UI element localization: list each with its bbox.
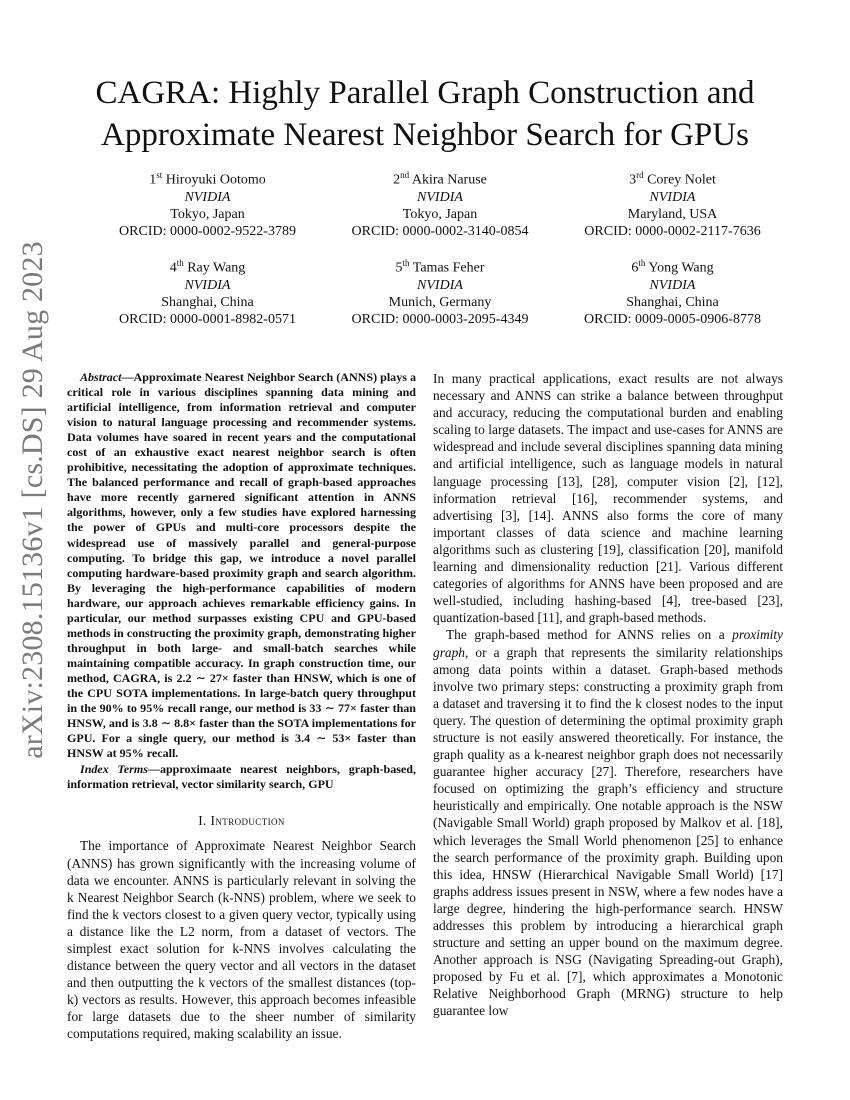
intro-paragraph-3	[433, 626, 783, 1019]
author-3	[560, 167, 785, 255]
author-name: Yong Wang	[648, 260, 714, 276]
author-5	[328, 255, 553, 343]
author-location: Tokyo, Japan	[170, 206, 245, 222]
author-ordinal-suffix: th	[402, 258, 410, 268]
index-terms-label: Index Terms	[80, 762, 148, 777]
author-affiliation: NVIDIA	[417, 189, 463, 205]
author-orcid: ORCID: 0000-0003-2095-4349	[351, 311, 529, 327]
author-6	[560, 255, 785, 343]
author-affiliation: NVIDIA	[649, 277, 696, 293]
author-name: Akira Naruse	[411, 172, 487, 188]
author-ordinal: 3	[629, 172, 637, 188]
author-ordinal: 6	[631, 260, 639, 276]
author-affiliation: NVIDIA	[184, 189, 231, 205]
author-ordinal: 1	[149, 172, 157, 188]
index-terms	[67, 762, 416, 792]
right-column	[433, 370, 783, 1020]
author-2	[328, 167, 553, 255]
left-column	[67, 370, 416, 1043]
author-orcid: ORCID: 0000-0002-2117-7636	[584, 223, 761, 239]
intro-paragraph-2: In many practical applications, exact results are not always necessary and ANNS can strike a balance between throughput and accuracy, reducing the computational burden and enabling scaling to large datasets. The impact and use-cases for ANNS are widespread and include several disciplines spanning data mining and artificial intelligence, such as language models in natural language processing [13], [28], computer vision [2], [12], information retrieval [16], recommender systems, and advertising [3], [14]. ANNS also forms the core of many important classes of data science and machine learning algorithms such as clustering [19], classification [20], manifold learning and dimensionality reduction [21]. Various different categories of algorithms for ANNS have been proposed and are well-studied, including hashing-based [4], tree-based [23], quantization-based [11], and graph-based methods.	[433, 371, 783, 626]
author-location: Maryland, USA	[627, 206, 718, 222]
author-orcid: ORCID: 0000-0002-9522-3789	[119, 223, 296, 239]
author-ordinal-suffix: st	[156, 170, 163, 180]
index-terms-text: —approximaate nearest neighbors, graph-based, information retrieval, vector similarity search, GPU	[67, 762, 416, 792]
author-row-2	[95, 255, 785, 343]
author-location: Shanghai, China	[626, 294, 719, 310]
author-row-1	[95, 167, 785, 255]
author-ordinal-suffix: nd	[400, 170, 410, 180]
author-1	[95, 167, 320, 255]
author-orcid: ORCID: 0000-0002-3140-0854	[351, 223, 529, 239]
author-orcid: ORCID: 0009-0005-0906-8778	[584, 311, 761, 327]
abstract-text: —Approximate Nearest Neighbor Search (ANNS) plays a critical role in various disciplines spanning data mining and artificial intelligence, from information retrieval and computer vision to natural language processing and recommender systems. Data volumes have soared in recent years and the computational cost of an exhaustive exact nearest neighbor search is often prohibitive, necessitating the adoption of approximate techniques. The balanced performance and recall of graph-based approaches have more recently garnered significant attention in ANNS algorithms, however, only a few studies have explored harnessing the power of GPUs and multi-core processors despite the widespread use of massively parallel and general-purpose computing. To bridge this gap, we introduce a novel parallel computing hardware-based proximity graph and search algorithm. By leveraging the high-performance capabilities of modern hardware, our approach achieves remarkable efficiency gains. In particular, our method surpasses existing CPU and GPU-based methods in constructing the proximity graph, demonstrating higher throughput in both large- and small-batch searches while maintaining compatible accuracy. In graph construction time, our method, CAGRA, is 2.2 ∼ 27× faster than HNSW, which is one of the CPU SOTA implementations. In large-batch query throughput in the 90% to 95% recall range, our method is 33 ∼ 77× faster than HNSW, and is 3.8 ∼ 8.8× faster than the SOTA implementations for GPU. For a single query, our method is 3.4 ∼ 53× faster than HNSW at 95% recall.	[67, 370, 416, 761]
author-ordinal-suffix: rd	[636, 170, 644, 180]
author-ordinal: 4	[169, 260, 177, 276]
proximity-graph-term: proximity graph	[433, 627, 783, 660]
arxiv-sidebar	[2, 241, 64, 759]
author-name: Tamas Feher	[412, 260, 485, 276]
author-ordinal-suffix: th	[638, 258, 646, 268]
title-line-1: CAGRA: Highly Parallel Graph Construction and	[95, 75, 755, 111]
author-ordinal: 2	[393, 172, 401, 188]
author-location: Munich, Germany	[388, 294, 492, 310]
author-name: Ray Wang	[187, 260, 246, 276]
intro-paragraph-3-rest: , or a graph that represents the similarity relationships among data points within a dataset. Graph-based methods involve two primary steps: constructing a proximity graph from a dataset and traversing it to find the k closest nodes to the input query. The question of determining the optimal proximity graph structure is not easily answered theoretically. For instance, the graph quality as a k-nearest neighbor graph does not necessarily guarantee higher accuracy [27]. Therefore, researchers have focused on optimizing the graph’s efficiency and structure heuristically and empirically. One notable approach is the NSW (Navigable Small World) graph proposed by Malkov et al. [18], which leverages the Small World phenomenon [25] to enhance the search performance of the proximity graph. Building upon this idea, HNSW (Hierarchical Navigable Small World) [17] graphs address issues present in NSW, where a few nodes have a large degree, hindering the high-performance search. HNSW addresses this problem by introducing a hierarchical graph structure and setting an upper bound on the maximum degree. Another approach is NSG (Navigating Spreading-out Graph), proposed by Fu et al. [7], which approximates a Monotonic Relative Neighborhood Graph (MRNG) structure to help guarantee low	[433, 644, 783, 1019]
author-orcid: ORCID: 0000-0001-8982-0571	[119, 311, 296, 327]
author-ordinal-suffix: th	[176, 258, 184, 268]
author-affiliation: NVIDIA	[184, 277, 231, 293]
abstract	[67, 370, 416, 761]
author-affiliation: NVIDIA	[417, 277, 463, 293]
intro-paragraph-1: The importance of Approximate Nearest Neighbor Search (ANNS) has grown significantly with the increasing volume of data we encounter. ANNS is particularly relevant in solving the k Nearest Neighbor Search (k-NNS) problem, where we seek to find the k vectors closest to a given query vector, typically using a distance like the L2 norm, from a dataset of vectors. The simplest exact solution for k-NNS involves calculating the distance between the query vector and all vectors in the dataset and then outputting the k vectors of the smallest distances (top-k) vectors as results. However, this approach becomes infeasible for large datasets due to the sheer number of similarity computations required, making scalability an issue.	[67, 838, 416, 1042]
author-4	[95, 255, 320, 343]
author-location: Tokyo, Japan	[402, 206, 478, 222]
author-block	[95, 167, 785, 343]
author-name: Hiroyuki Ootomo	[165, 172, 266, 188]
author-location: Shanghai, China	[161, 294, 254, 310]
intro-paragraph-3-start: The graph-based method for ANNS relies on a	[446, 627, 733, 643]
paper-title	[60, 72, 790, 156]
abstract-label: Abstract	[80, 370, 122, 384]
section-heading-introduction: I. Introduction	[198, 813, 285, 829]
author-ordinal: 5	[395, 260, 403, 276]
author-affiliation: NVIDIA	[649, 189, 696, 205]
author-name: Corey Nolet	[647, 172, 716, 188]
arxiv-identifier: arXiv:2308.15136v1 [cs.DS] 29 Aug 2023	[16, 241, 49, 759]
title-line-2: Approximate Nearest Neighbor Search for GPUs	[101, 117, 749, 153]
